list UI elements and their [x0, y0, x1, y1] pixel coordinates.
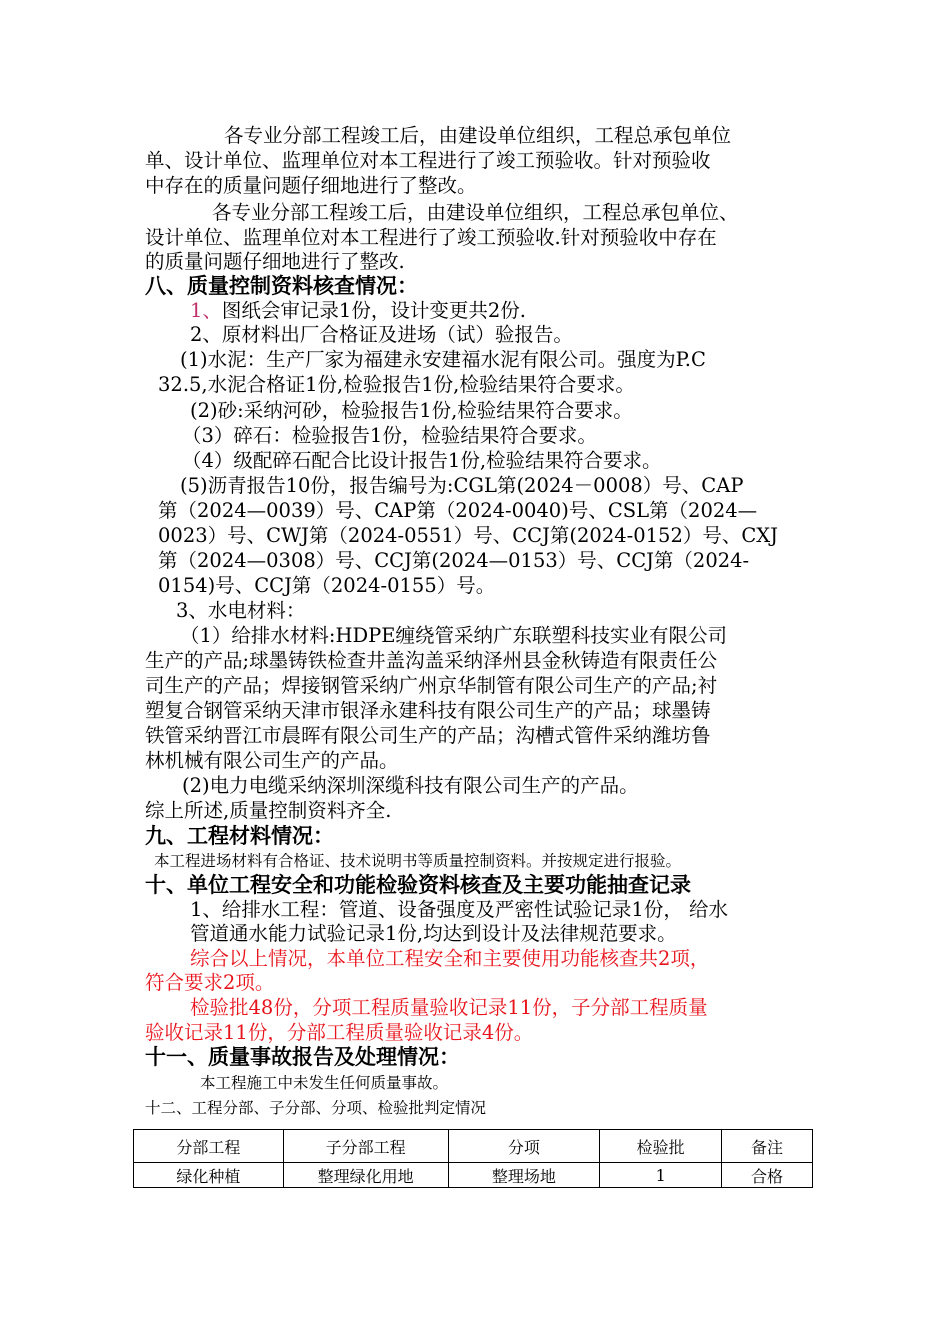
section-8-summary: 综上所述,质量控制资料齐全. [145, 799, 392, 822]
asphalt-line-1: (5)沥青报告10份，报告编号为:CGL第(2024－0008）号、CAP [180, 474, 744, 497]
paragraph-1-line-1: 各专业分部工程竣工后，由建设单位组织，工程总承包单位 [224, 124, 732, 147]
section-9-heading: 九、工程材料情况： [145, 824, 334, 848]
table-header-row [134, 1130, 813, 1163]
water-line-6: 林机械有限公司生产的产品。 [145, 749, 399, 772]
section-11-text: 本工程施工中未发生任何质量事故。 [200, 1074, 449, 1092]
table-header-cell: 分部工程 [134, 1130, 284, 1163]
item-1-number: 1、 [190, 299, 222, 322]
table-header-cell: 子分部工程 [283, 1130, 448, 1163]
table-cell: 合格 [722, 1163, 813, 1188]
asphalt-line-5: 0154)号、CCJ第（2024-0155）号。 [158, 574, 496, 597]
section-10-item-1-line-1: 1、给排水工程：管道、设备强度及严密性试验记录1份， 给水 [190, 898, 729, 921]
section-8-item-1 [190, 299, 526, 323]
table-cell: 绿化种植 [134, 1163, 284, 1188]
table-row [134, 1163, 813, 1188]
section-9-text: 本工程进场材料有合格证、技术说明书等质量控制资料。并按规定进行报验。 [154, 852, 682, 870]
asphalt-line-2: 第（2024—0039）号、CAP第（2024-0040)号、CSL第（2024— [158, 499, 758, 522]
section-12-heading: 十二、工程分部、子分部、分项、检验批判定情况 [145, 1099, 487, 1117]
water-line-3: 司生产的产品；焊接钢管采纳广州京华制管有限公司生产的产品;衬 [145, 674, 718, 697]
item-1-text: 图纸会审记录1份，设计变更共2份. [221, 299, 526, 322]
section-8-item-3: 3、水电材料： [176, 599, 306, 622]
water-line-1: （1）给排水材料:HDPE缠绕管采纳广东联塑科技实业有限公司 [180, 624, 727, 647]
asphalt-line-4: 第（2024—0308）号、CCJ第(2024—0153）号、CCJ第（2024- [158, 549, 750, 572]
paragraph-2-line-2: 设计单位、监理单位对本工程进行了竣工预验收.针对预验收中存在 [145, 226, 717, 249]
section-8-item-2: 2、原材料出厂合格证及进场（试）验报告。 [190, 323, 573, 346]
table-cell: 1 [600, 1163, 722, 1188]
paragraph-2-line-3: 的质量问题仔细地进行了整改. [145, 250, 405, 273]
table-header-cell: 检验批 [600, 1130, 722, 1163]
section-10-item-1-line-2: 管道通水能力试验记录1份,均达到设计及法律规范要求。 [190, 922, 677, 945]
cement-line-2: 32.5,水泥合格证1份,检验报告1份,检验结果符合要求。 [158, 373, 635, 396]
graded-gravel-line: （4）级配碎石配合比设计报告1份,检验结果符合要求。 [182, 449, 662, 472]
table-header-cell: 备注 [722, 1130, 813, 1163]
inspection-summary-line-1: 检验批48份，分项工程质量验收记录11份，子分部工程质量 [190, 996, 708, 1019]
table-header-cell: 分项 [448, 1130, 600, 1163]
section-11-heading: 十一、质量事故报告及处理情况： [145, 1045, 460, 1069]
section-8-heading: 八、质量控制资料核查情况： [145, 274, 418, 298]
section-10-heading: 十、单位工程安全和功能检验资料核查及主要功能抽查记录 [145, 873, 691, 897]
table-cell: 整理绿化用地 [283, 1163, 448, 1188]
cement-line-1: (1)水泥：生产厂家为福建永安建福水泥有限公司。强度为P.C [180, 348, 706, 371]
safety-summary-line-1: 综合以上情况，本单位工程安全和主要使用功能核查共2项， [190, 947, 710, 970]
safety-summary-line-2: 符合要求2项。 [145, 971, 275, 994]
inspection-table [133, 1129, 813, 1188]
electric-line: (2)电力电缆采纳深圳深缆科技有限公司生产的产品。 [182, 774, 639, 797]
paragraph-2-line-1: 各专业分部工程竣工后，由建设单位组织，工程总承包单位、 [212, 201, 739, 224]
gravel-line: （3）碎石：检验报告1份，检验结果符合要求。 [182, 424, 597, 447]
water-line-5: 铁管采纳晋江市晨晖有限公司生产的产品；沟槽式管件采纳潍坊鲁 [145, 724, 711, 747]
paragraph-1-line-2: 单、设计单位、监理单位对本工程进行了竣工预验收。针对预验收 [145, 149, 711, 172]
sand-line: (2)砂:采纳河砂，检验报告1份,检验结果符合要求。 [190, 399, 633, 422]
water-line-4: 塑复合钢管采纳天津市银泽永建科技有限公司生产的产品；球墨铸 [145, 699, 711, 722]
inspection-summary-line-2: 验收记录11份，分部工程质量验收记录4份。 [145, 1021, 534, 1044]
water-line-2: 生产的产品;球墨铸铁检查井盖沟盖采纳泽州县金秋铸造有限责任公 [145, 649, 718, 672]
asphalt-line-3: 0023）号、CWJ第（2024-0551）号、CCJ第(2024-0152）号、CXJ [158, 524, 778, 547]
table-cell: 整理场地 [448, 1163, 600, 1188]
paragraph-1-line-3: 中存在的质量问题仔细地进行了整改。 [145, 174, 477, 197]
